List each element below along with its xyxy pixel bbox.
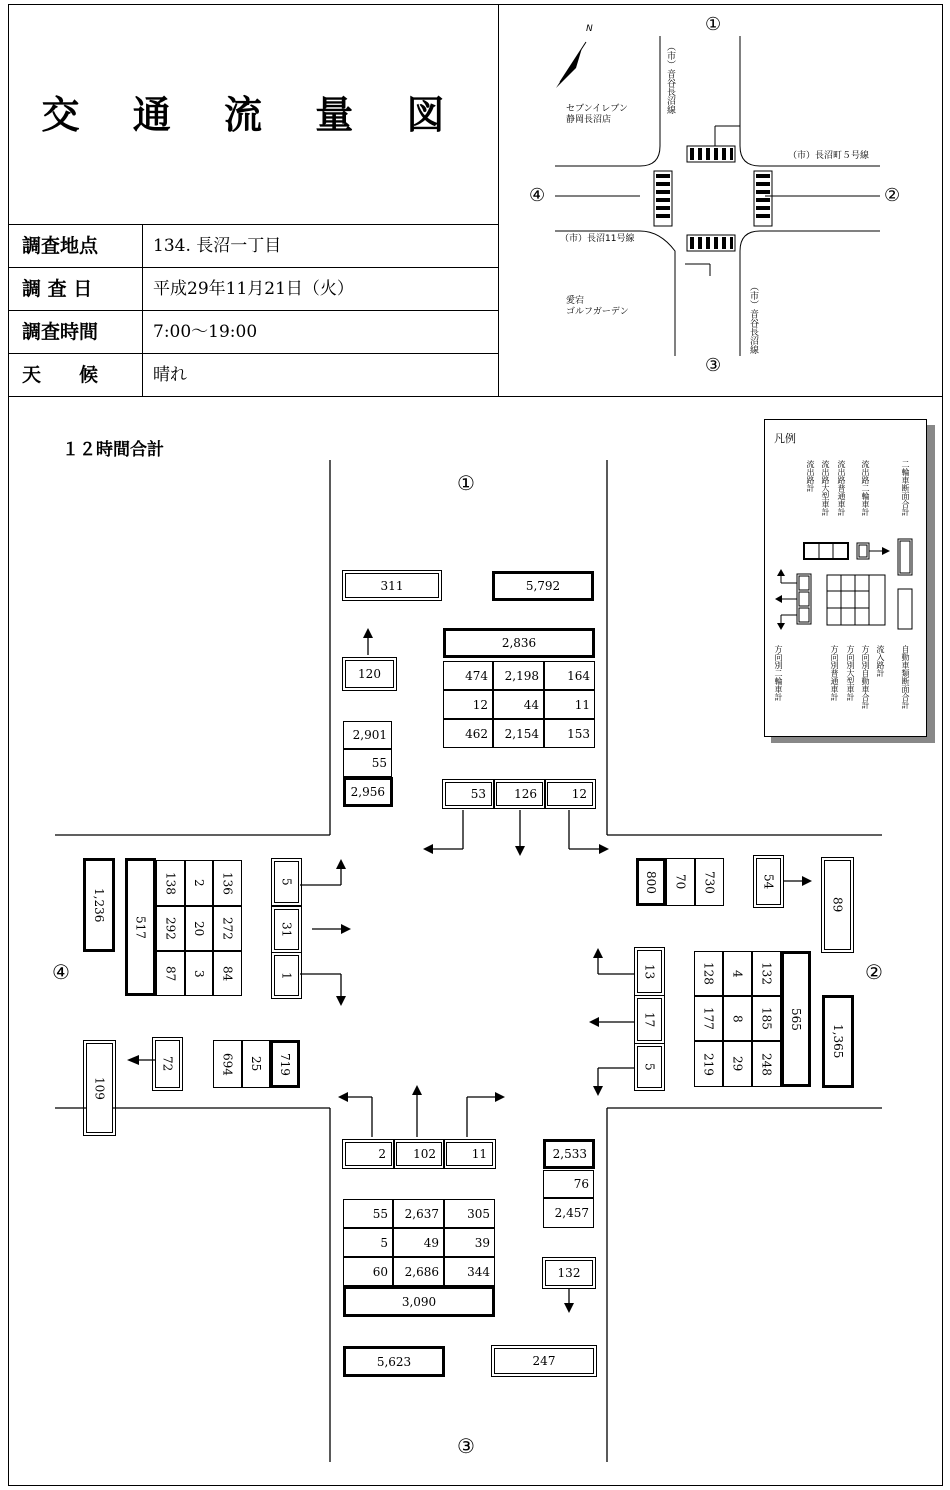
west-dir-twowheel-left: 1	[274, 955, 299, 996]
west-outflow-twowheel: 72	[155, 1040, 180, 1088]
map-circle-4: ④	[529, 185, 546, 206]
west-dir-twowheel-right: 5	[274, 861, 299, 903]
north-outflow-normal: 2,901	[343, 721, 392, 749]
map-label-road-west: （市）長沼11号線	[560, 234, 635, 244]
map-circle-2: ②	[884, 185, 901, 206]
approach-label-1: ①	[457, 471, 475, 495]
south-dir-total-right: 55	[343, 1199, 393, 1228]
south-outflow-normal: 2,457	[543, 1198, 594, 1228]
legend-outflow-total-label: 流出路計	[806, 460, 815, 492]
north-dir-total-left: 474	[443, 661, 493, 690]
east-outflow-twowheel: 54	[756, 858, 781, 905]
east-outflow-large: 70	[666, 858, 695, 906]
south-dir-total-left: 305	[444, 1199, 495, 1228]
north-twowheel-section-total: 311	[345, 573, 439, 598]
east-dir-normal-left: 128	[694, 951, 723, 996]
info-value: 7:00～19:00	[153, 322, 258, 342]
legend-dir-large-label: 方向別大型車計	[846, 645, 855, 701]
legend-title: 凡例	[774, 432, 796, 445]
south-dir-total-straight: 2,637	[393, 1199, 444, 1228]
north-dir-total-right: 164	[544, 661, 595, 690]
map-label-road-south: （市）音谷長沼線	[748, 282, 758, 354]
west-outflow-normal: 694	[213, 1040, 242, 1088]
north-dir-normal-left: 462	[443, 719, 493, 748]
south-dir-twowheel-straight: 102	[396, 1142, 442, 1166]
south-outflow-large: 76	[543, 1170, 594, 1198]
map-circle-3: ③	[705, 355, 722, 376]
north-outflow-twowheel: 120	[345, 660, 394, 688]
south-dir-normal-left: 344	[444, 1257, 495, 1286]
west-dir-large-straight: 20	[185, 906, 213, 951]
page-title: 交 通 流 量 図	[41, 93, 465, 137]
info-label: 調 査 日	[8, 268, 143, 311]
legend-twowheel-section-label: 二輪車断面合計	[901, 460, 910, 516]
info-value: 134. 長沼一丁目	[153, 236, 282, 256]
west-dir-normal-right: 136	[213, 860, 242, 906]
west-dir-large-right: 2	[185, 860, 213, 906]
section-title: １２時間合計	[62, 440, 164, 460]
east-dir-normal-straight: 177	[694, 996, 723, 1041]
west-dir-total-straight: 292	[156, 906, 185, 951]
west-dir-twowheel-straight: 31	[274, 909, 299, 950]
north-dir-twowheel-right: 12	[547, 782, 593, 806]
north-dir-large-straight: 44	[493, 690, 544, 719]
west-twowheel-section-total: 109	[86, 1043, 113, 1133]
west-dir-total-left: 87	[156, 951, 185, 996]
legend-symbols	[764, 419, 927, 737]
east-dir-total-left: 132	[752, 951, 781, 996]
north-outflow-large: 55	[343, 749, 392, 777]
legend-dir-total-label: 方向別自動車合計	[861, 645, 870, 709]
info-label: 調査地点	[8, 225, 143, 268]
legend-dir-twowheel-label: 方向別二輪車計	[774, 645, 783, 701]
north-dir-twowheel-left: 53	[445, 782, 492, 806]
south-dir-large-straight: 49	[393, 1228, 444, 1257]
map-circle-1: ①	[705, 14, 722, 35]
south-dir-large-left: 39	[444, 1228, 495, 1257]
east-dir-large-straight: 8	[723, 996, 752, 1041]
north-dir-twowheel-straight: 126	[496, 782, 543, 806]
north-dir-large-right: 11	[544, 690, 595, 719]
east-dir-large-left: 4	[723, 951, 752, 996]
west-outflow-total: 719	[270, 1040, 300, 1088]
north-auto-section-total: 5,792	[492, 571, 594, 601]
approach-label-2: ②	[865, 960, 883, 984]
west-dir-total-right: 138	[156, 860, 185, 906]
legend-outflow-twowheel-label: 流出路二輪車計	[861, 460, 870, 516]
east-dir-total-right: 248	[752, 1041, 781, 1087]
south-twowheel-section-total: 247	[494, 1348, 594, 1374]
west-dir-normal-left: 84	[213, 951, 242, 996]
south-dir-large-right: 5	[343, 1228, 393, 1257]
east-dir-twowheel-straight: 17	[637, 998, 662, 1041]
south-dir-twowheel-right: 2	[345, 1142, 392, 1166]
map-label-road-east: （市）長沼町５号線	[788, 151, 870, 161]
west-inflow-total: 517	[125, 858, 156, 996]
east-twowheel-section-total: 89	[824, 860, 851, 950]
map-label-road-north: （市）音谷長沼線	[665, 42, 675, 114]
north-mark: N	[586, 24, 593, 34]
approach-label-3: ③	[457, 1434, 475, 1458]
north-dir-normal-straight: 2,154	[493, 719, 544, 748]
south-inflow-total: 3,090	[343, 1286, 495, 1317]
legend-auto-section-label: 自動車類断面合計	[901, 645, 910, 709]
east-dir-twowheel-left: 13	[637, 950, 662, 993]
east-dir-large-right: 29	[723, 1041, 752, 1087]
east-auto-section-total: 1,365	[822, 995, 854, 1088]
info-value: 平成29年11月21日（火）	[153, 279, 354, 299]
north-dir-total-straight: 2,198	[493, 661, 544, 690]
north-dir-normal-right: 153	[544, 719, 595, 748]
south-outflow-total: 2,533	[543, 1139, 595, 1169]
north-dir-large-left: 12	[443, 690, 493, 719]
east-dir-normal-right: 219	[694, 1041, 723, 1087]
legend-outflow-large-label: 流出路大型車計	[821, 460, 830, 516]
west-outflow-large: 25	[242, 1040, 270, 1088]
south-dir-normal-right: 60	[343, 1257, 393, 1286]
info-value: 晴れ	[153, 365, 187, 385]
south-dir-normal-straight: 2,686	[393, 1257, 444, 1286]
east-dir-total-straight: 185	[752, 996, 781, 1041]
east-outflow-total: 800	[636, 858, 666, 906]
legend-dir-normal-label: 方向別普通車計	[830, 645, 839, 701]
approach-label-4: ④	[52, 960, 70, 984]
map-label-store: セブンイレブン 静岡長沼店	[566, 104, 628, 125]
north-inflow-total: 2,836	[443, 628, 595, 658]
east-dir-twowheel-right: 5	[637, 1046, 662, 1088]
north-outflow-total: 2,956	[343, 777, 393, 807]
west-dir-normal-straight: 272	[213, 906, 242, 951]
west-dir-large-left: 3	[185, 951, 213, 996]
south-dir-twowheel-left: 11	[446, 1142, 493, 1166]
south-outflow-twowheel: 132	[545, 1260, 593, 1286]
map-label-golf: 愛宕 ゴルフガーデン	[566, 296, 629, 317]
legend-outflow-normal-label: 流出路普通車計	[837, 460, 846, 516]
west-auto-section-total: 1,236	[83, 858, 115, 952]
info-label: 天 候	[8, 354, 143, 397]
south-auto-section-total: 5,623	[343, 1346, 445, 1377]
legend-inflow-label: 流入路計	[876, 645, 885, 677]
east-outflow-normal: 730	[695, 858, 724, 906]
east-inflow-total: 565	[781, 951, 811, 1087]
info-label: 調査時間	[8, 311, 143, 354]
